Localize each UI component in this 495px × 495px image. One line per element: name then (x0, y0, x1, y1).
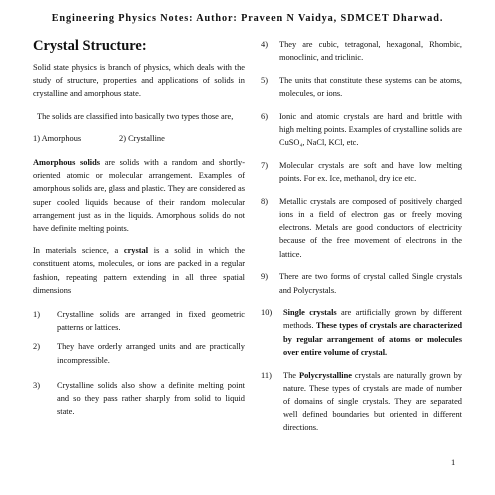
item-text: Metallic crystals are composed of positively charged ions in a field of electron gas or freely moving electrons. Metals are good conductors of electricity because of the free movement of electrons in the lattice. (279, 196, 462, 259)
item-number: 4) (261, 40, 268, 49)
item-text: are artificially grown by different methods. (283, 308, 462, 331)
list-item (261, 270, 462, 296)
item-number: 3) (33, 380, 40, 390)
item-number: 11) (261, 370, 272, 380)
page-number: 1 (451, 457, 456, 467)
type-amorphous: 1) Amorphous (33, 133, 82, 143)
item-number: 8) (261, 196, 268, 206)
amorphous-term: Amorphous solids (33, 158, 101, 168)
item-text: Crystalline solids are arranged in fixed geometric patterns or lattices. (57, 310, 245, 333)
item-text: Crystalline solids also show a definite melting point and so they pass rather sharply from solid to liquid state. (57, 380, 245, 417)
polycrystalline-term: Polycrystalline (298, 370, 352, 380)
item-number: 6) (261, 111, 268, 121)
crystal-def-pre: In materials science, a (33, 246, 124, 256)
item-text-pre: The (283, 370, 299, 380)
classify-paragraph: The solids are classified into basically two types those are, (37, 111, 234, 121)
item-number: 9) (261, 272, 268, 282)
amorphous-text: are solids with a random and shortly-oriented atomic or molecular arrangement. Examples of amorphous solids are, glass and plastic. They are considered as super cooled liquids because of their random molecular arrangement just as in the liquids. Amorphous solids do not have definite melting points. (33, 158, 245, 234)
crystal-properties-right (261, 38, 462, 435)
item-number: 10) (261, 308, 273, 318)
right-column (261, 38, 462, 444)
crystal-def-post: is a solid in which the constituent atoms, molecules, or ions are packed in a regular fashion, repeating pattern extending in all three spatial dimensions (33, 246, 245, 295)
item-text: crystals are naturally grown by nature. These types of crystals are made of number of domains of single crystals. They are separated well defined boundaries but oriented in different directions. (283, 370, 462, 433)
item-number: 1) (33, 310, 40, 320)
item-number: 7) (261, 160, 268, 170)
item-text: The units that constitute these systems can be atoms, molecules, or ions. (279, 75, 462, 99)
crystal-definition (33, 244, 245, 297)
single-crystals-emphasis: These types of crystals are characterized by regular arrangement of atoms or molecules over entire volume of crystal. (283, 321, 462, 357)
page-header: Engineering Physics Notes: Author: Praveen N Vaidya, SDMCET Dharwad. (51, 13, 444, 24)
list-item (261, 38, 462, 64)
left-column (33, 38, 245, 424)
amorphous-paragraph (33, 156, 245, 235)
list-item (261, 195, 462, 261)
single-crystals-term: Single crystals (283, 308, 337, 318)
item-number: 5) (261, 75, 268, 85)
list-item (261, 74, 462, 100)
list-item (261, 110, 462, 150)
type-crystalline: 2) Crystalline (119, 133, 165, 143)
item-number: 2) (33, 342, 40, 352)
item-text: Ionic and atomic crystals are hard and brittle with high melting points. Examples of crystalline solids are CuSO₄, NaCl, KCl, etc. (279, 111, 462, 148)
crystal-properties-left (33, 308, 245, 418)
crystal-term: crystal (123, 246, 149, 256)
item-text: Molecular crystals are soft and have low melting points. For ex. Ice, methanol, dry ice etc. (279, 160, 462, 184)
intro-paragraph: Solid state physics is branch of physics, which deals with the study of structure, properties and applications of solids in crystalline and amorphous state. (33, 63, 245, 99)
list-item (261, 159, 462, 185)
types-list (33, 132, 245, 145)
list-item (33, 379, 245, 419)
item-text: They have orderly arranged units and are practically incompressible. (57, 342, 245, 365)
list-item (33, 308, 245, 334)
list-item (33, 340, 245, 366)
list-item (261, 369, 462, 435)
item-text: They are cubic, tetragonal, hexagonal, Rhombic, monoclinic, and triclinic. (279, 40, 462, 63)
list-item (261, 306, 462, 359)
item-text: There are two forms of crystal called Single crystals and Polycrystals. (279, 272, 462, 295)
section-title: Crystal Structure: (33, 38, 147, 54)
